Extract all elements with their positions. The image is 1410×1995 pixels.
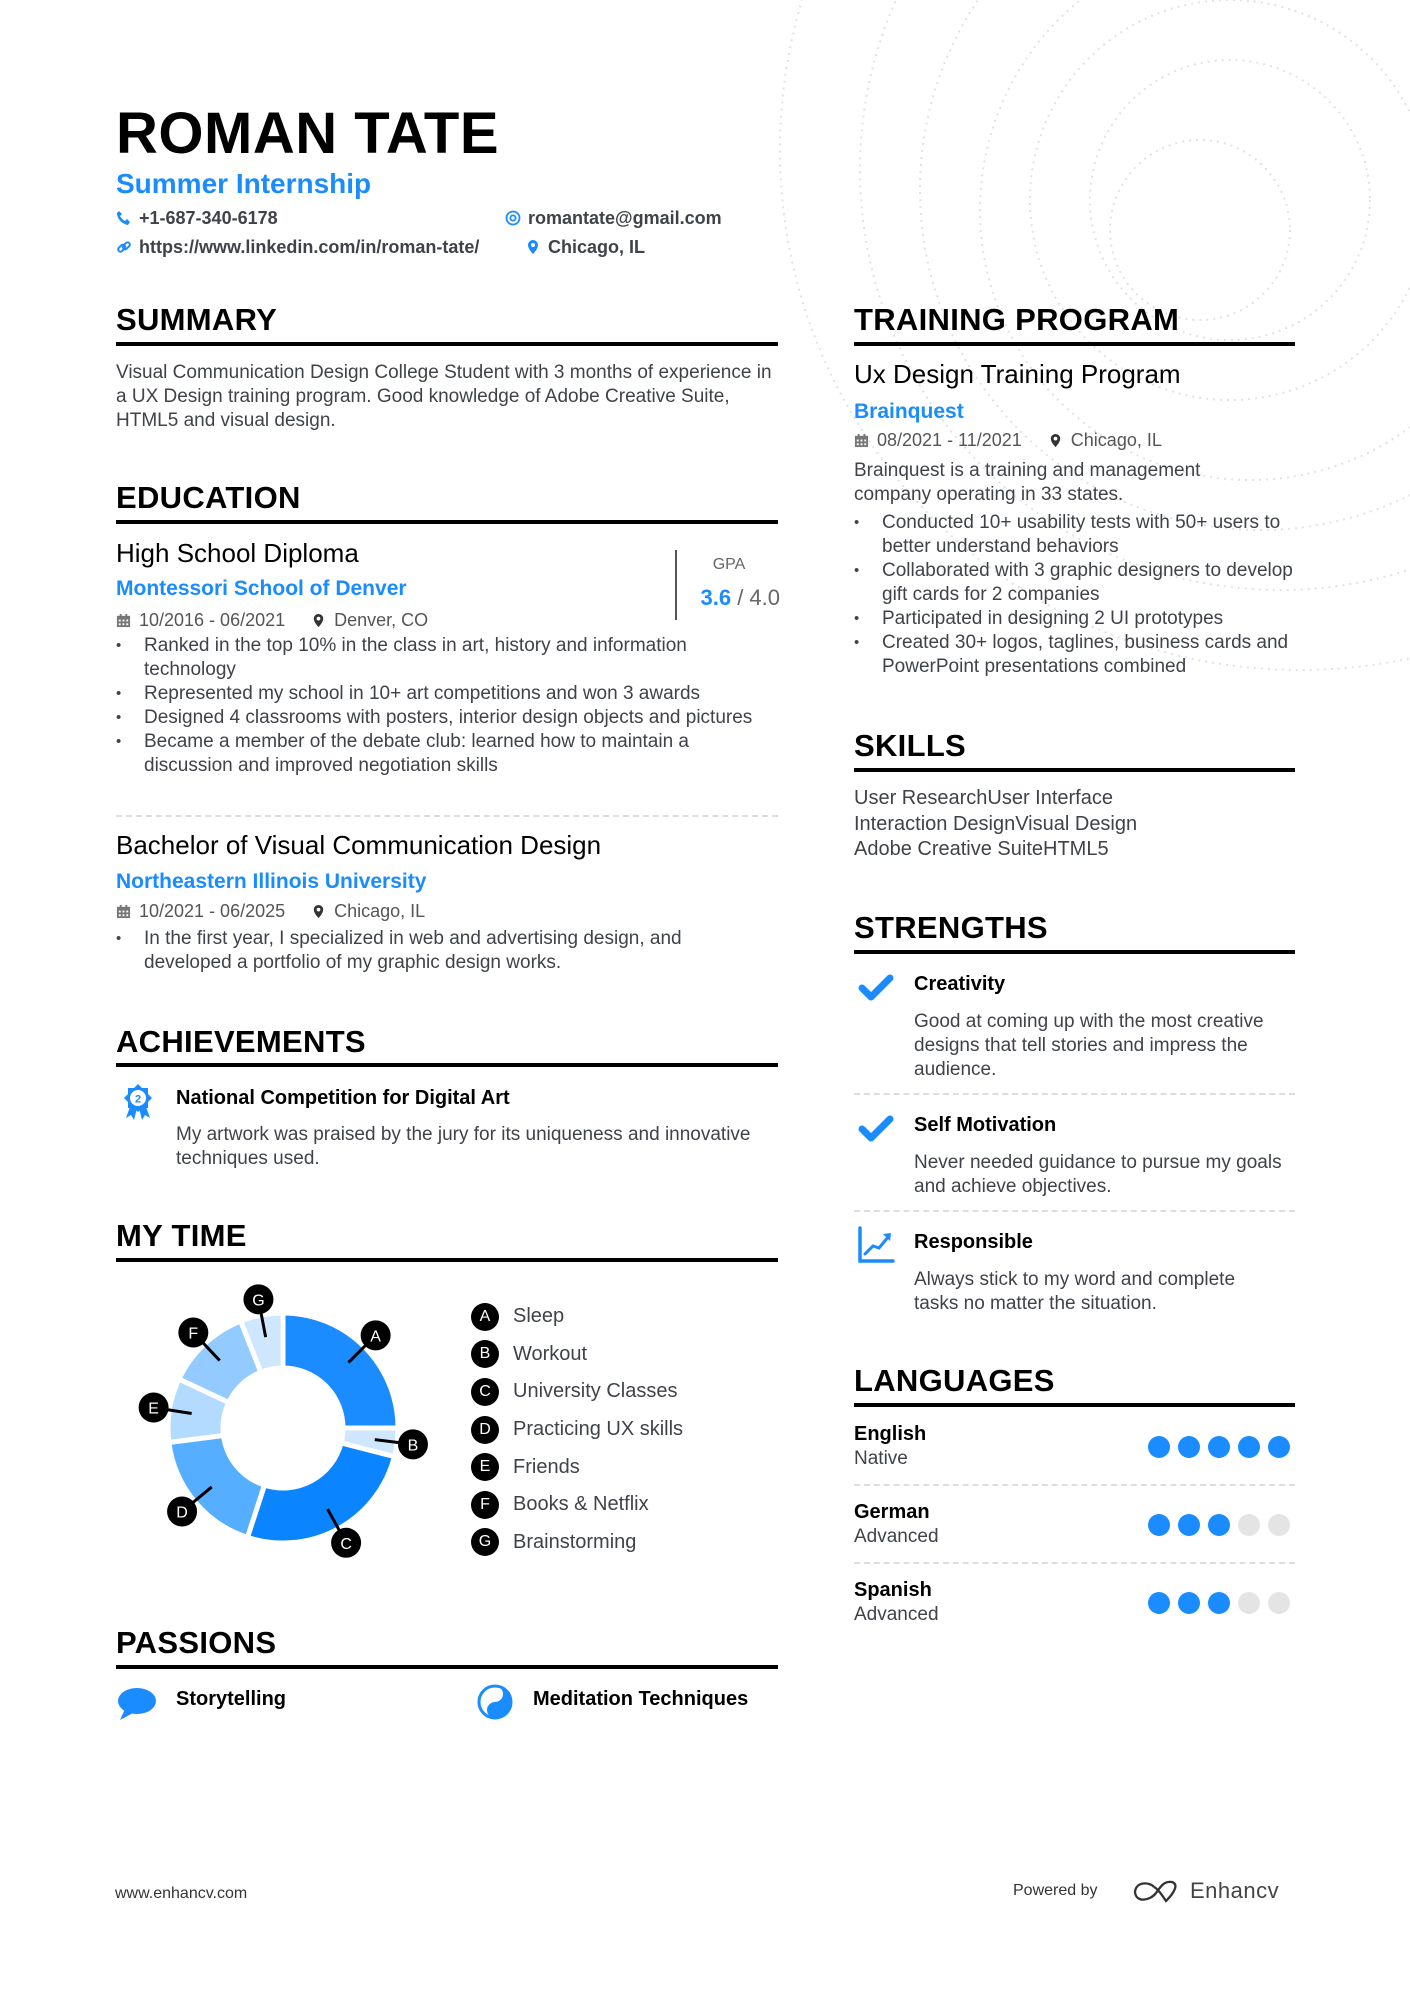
edu-bullets — [116, 927, 756, 975]
divider — [116, 815, 778, 817]
linkedin-link[interactable]: https://www.linkedin.com/in/roman-tate/ — [139, 236, 480, 257]
languages-heading: LANGUAGES — [854, 1363, 1055, 1398]
location-pin-icon — [311, 904, 326, 919]
legend-key: E — [471, 1453, 499, 1481]
rating-dot — [1208, 1592, 1230, 1614]
training-location: Chicago, IL — [1070, 429, 1162, 450]
legend-label: Brainstorming — [513, 1530, 637, 1553]
summary-heading: SUMMARY — [116, 302, 278, 337]
bullet: • Represented my school in 10+ art competitions and won 3 awards — [116, 682, 756, 706]
languages-rule — [854, 1403, 1295, 1407]
language-rating — [1148, 1514, 1290, 1536]
summary-rule — [116, 342, 778, 346]
rating-dot — [1238, 1592, 1260, 1614]
training-desc: Brainquest is a training and management company operating in 33 states. — [854, 460, 1201, 505]
my-time-rule — [116, 1258, 778, 1262]
rating-dot — [1238, 1514, 1260, 1536]
training-heading: TRAINING PROGRAM — [854, 302, 1180, 337]
divider — [854, 1210, 1295, 1212]
trend-chart-icon — [857, 1226, 895, 1264]
edu-degree: High School Diploma — [116, 538, 359, 568]
training-dates: 08/2021 - 11/2021 — [877, 429, 1022, 450]
slice-label: A — [370, 1328, 381, 1346]
chart-legend — [471, 1298, 683, 1561]
my-time-donut-chart — [116, 1268, 456, 1598]
rating-dot — [1238, 1436, 1260, 1458]
award-ribbon-icon — [122, 1082, 154, 1122]
bullet: • Conducted 10+ usability tests with 50+ users to better understand behaviors — [854, 511, 1295, 559]
legend-key: F — [471, 1491, 499, 1519]
language-name: German — [854, 1501, 930, 1523]
edu-degree: Bachelor of Visual Communication Design — [116, 830, 602, 860]
summary-text: Visual Communication Design College Student with 3 months of experience in a UX Design training program. Good knowledge of Adobe Creative Suite, HTML5 and visual design. — [116, 362, 772, 431]
achievements-rule — [116, 1063, 778, 1067]
gpa-value — [680, 585, 780, 611]
legend-key: A — [471, 1303, 499, 1331]
rating-dot — [1268, 1514, 1290, 1536]
rating-dot — [1268, 1436, 1290, 1458]
legend-item — [471, 1336, 683, 1374]
bullet: • Ranked in the top 10% in the class in art, history and information technology — [116, 634, 756, 682]
achievements-heading: ACHIEVEMENTS — [116, 1024, 366, 1059]
strength-title: Responsible — [914, 1231, 1033, 1253]
edu-meta — [116, 899, 425, 923]
edu-school[interactable]: Montessori School of Denver — [116, 577, 407, 600]
location-text: Chicago, IL — [548, 236, 646, 257]
strengths-heading: STRENGTHS — [854, 910, 1048, 945]
strength-desc: Good at coming up with the most creative designs that tell stories and impress the audience. — [914, 1011, 1264, 1080]
bullet: • Created 30+ logos, taglines, business cards and PowerPoint presentations combined — [854, 631, 1295, 679]
passions-heading: PASSIONS — [116, 1625, 277, 1660]
strengths-rule — [854, 950, 1295, 954]
achievement-desc: My artwork was praised by the jury for its uniqueness and innovative techniques used. — [176, 1124, 751, 1169]
slice-label: E — [148, 1400, 159, 1418]
legend-label: Friends — [513, 1455, 580, 1478]
slice-label: F — [188, 1325, 199, 1343]
email-link[interactable]: romantate@gmail.com — [528, 207, 722, 228]
yin-yang-icon — [477, 1684, 513, 1720]
email — [505, 206, 722, 230]
passion-label: Meditation Techniques — [533, 1688, 749, 1710]
location-pin-icon — [525, 239, 541, 255]
location — [525, 235, 645, 259]
skill-line: Interaction DesignVisual Design — [854, 812, 1138, 835]
legend-item — [471, 1448, 683, 1486]
divider — [854, 1484, 1295, 1486]
legend-label: Practicing UX skills — [513, 1418, 684, 1441]
training-meta — [854, 428, 1162, 452]
edu-dates: 10/2016 - 06/2021 — [139, 609, 286, 630]
legend-label: Workout — [513, 1342, 588, 1365]
phone — [116, 206, 278, 230]
svg-text:2: 2 — [134, 1093, 142, 1106]
legend-item — [471, 1411, 683, 1449]
donut-slice-C — [247, 1443, 394, 1543]
achievement-title: National Competition for Digital Art — [176, 1087, 510, 1109]
skill-line: Adobe Creative SuiteHTML5 — [854, 838, 1109, 860]
legend-key: B — [471, 1340, 499, 1368]
skills-list — [854, 786, 1137, 863]
strength-title: Creativity — [914, 973, 1006, 995]
language-rating — [1148, 1592, 1290, 1614]
calendar-icon — [854, 433, 869, 448]
phone-text[interactable]: +1-687-340-6178 — [139, 207, 278, 228]
divider — [854, 1562, 1295, 1564]
rating-dot — [1208, 1514, 1230, 1536]
rating-dot — [1178, 1436, 1200, 1458]
linkedin — [116, 235, 479, 259]
speech-bubble-icon — [117, 1685, 157, 1723]
candidate-title: Summer Internship — [116, 168, 372, 199]
slice-label: G — [252, 1292, 265, 1310]
footer-brand: Enhancv — [1190, 1878, 1280, 1903]
skills-rule — [854, 768, 1295, 772]
rating-dot — [1148, 1592, 1170, 1614]
training-org[interactable]: Brainquest — [854, 400, 964, 423]
rating-dot — [1178, 1514, 1200, 1536]
bullet: • Participated in designing 2 UI prototypes — [854, 607, 1295, 631]
strength-title: Self Motivation — [914, 1114, 1057, 1136]
divider — [854, 1093, 1295, 1095]
legend-label: University Classes — [513, 1380, 678, 1403]
calendar-icon — [116, 613, 131, 628]
language-level: Advanced — [854, 1604, 939, 1625]
rating-dot — [1268, 1592, 1290, 1614]
slice-label: B — [407, 1437, 419, 1455]
language-level: Advanced — [854, 1526, 939, 1547]
edu-bullets — [116, 634, 756, 778]
language-rating — [1148, 1436, 1290, 1458]
gpa-score: 3.6 — [700, 585, 732, 610]
training-bullets — [854, 511, 1295, 679]
checkmark-icon — [858, 1114, 894, 1142]
slice-label: D — [176, 1504, 188, 1522]
passions-rule — [116, 1665, 778, 1669]
gpa-max: / 4.0 — [737, 585, 780, 610]
rating-dot — [1148, 1436, 1170, 1458]
legend-item — [471, 1373, 683, 1411]
at-icon — [505, 210, 521, 226]
gpa-divider — [675, 550, 677, 620]
legend-label: Books & Netflix — [513, 1493, 649, 1516]
education-heading: EDUCATION — [116, 480, 301, 515]
calendar-icon — [116, 904, 131, 919]
training-role: Ux Design Training Program — [854, 359, 1181, 389]
footer-powered: Powered by — [1013, 1882, 1098, 1899]
legend-item — [471, 1524, 683, 1562]
gpa-label: GPA — [712, 556, 746, 573]
legend-item — [471, 1486, 683, 1524]
location-pin-icon — [311, 613, 326, 628]
language-level: Native — [854, 1448, 908, 1469]
skills-heading: SKILLS — [854, 728, 967, 763]
edu-location: Denver, CO — [334, 609, 429, 630]
edu-dates: 10/2021 - 06/2025 — [139, 900, 286, 921]
training-rule — [854, 342, 1295, 346]
education-rule — [116, 520, 778, 524]
strength-desc: Never needed guidance to pursue my goals and achieve objectives. — [914, 1152, 1282, 1197]
checkmark-icon — [858, 973, 894, 1001]
skill-line: User ResearchUser Interface — [854, 787, 1113, 809]
bullet: • Became a member of the debate club: learned how to maintain a discussion and improved negotiation skills — [116, 730, 756, 778]
rating-dot — [1148, 1514, 1170, 1536]
location-pin-icon — [1048, 433, 1063, 448]
language-name: Spanish — [854, 1579, 932, 1601]
rating-dot — [1178, 1592, 1200, 1614]
legend-key: C — [471, 1378, 499, 1406]
legend-key: D — [471, 1416, 499, 1444]
bullet: • Designed 4 classrooms with posters, interior design objects and pictures — [116, 706, 756, 730]
candidate-name: ROMAN TATE — [116, 101, 500, 166]
bullet: • Collaborated with 3 graphic designers to develop gift cards for 2 companies — [854, 559, 1295, 607]
legend-label: Sleep — [513, 1305, 565, 1328]
legend-item — [471, 1298, 683, 1336]
edu-meta — [116, 608, 428, 632]
passion-label: Storytelling — [176, 1688, 287, 1710]
my-time-heading: MY TIME — [116, 1218, 247, 1253]
phone-icon — [116, 210, 132, 226]
footer-site[interactable]: www.enhancv.com — [115, 1885, 248, 1902]
strength-desc: Always stick to my word and complete tasks no matter the situation. — [914, 1269, 1236, 1314]
rating-dot — [1208, 1436, 1230, 1458]
legend-key: G — [471, 1528, 499, 1556]
bullet: • In the first year, I specialized in web and advertising design, and developed a portfolio of my graphic design works. — [116, 927, 756, 975]
link-icon — [116, 239, 132, 255]
enhancv-logo-icon — [1132, 1879, 1180, 1905]
language-name: English — [854, 1423, 927, 1445]
edu-location: Chicago, IL — [334, 900, 426, 921]
slice-label: C — [340, 1535, 352, 1553]
edu-school[interactable]: Northeastern Illinois University — [116, 870, 427, 893]
